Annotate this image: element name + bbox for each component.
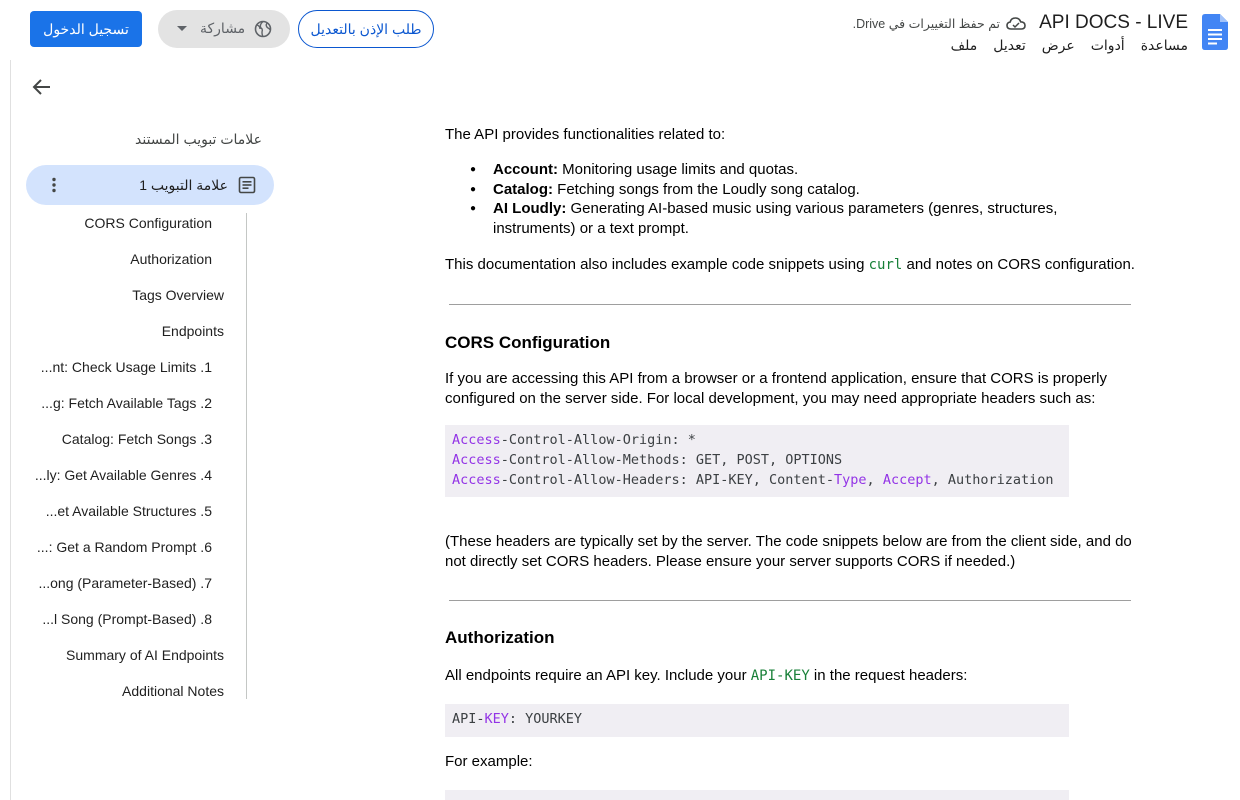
menu-view[interactable]: عرض [1041, 37, 1075, 53]
outline-item-endpoints[interactable]: Endpoints [161, 323, 224, 339]
outline-item-8[interactable]: 8. l Song (Prompt-Based)... [42, 611, 212, 627]
authorization-paragraph: All endpoints require an API key. Include your API-KEY in the request headers: [445, 667, 968, 684]
menu-file[interactable]: ملف [950, 37, 978, 53]
outline-item-authorization[interactable]: Authorization [130, 251, 212, 267]
cloud-done-icon[interactable] [1006, 15, 1026, 31]
top-bar [0, 0, 1240, 60]
tab-label: علامة التبويب 1 [139, 177, 228, 193]
share-button[interactable] [158, 10, 290, 48]
request-edit-access-button[interactable]: طلب الإذن بالتعديل [298, 10, 434, 48]
outline-item-6[interactable]: 6. Get a Random Prompt :... [36, 539, 212, 555]
tab-1[interactable] [26, 165, 274, 205]
document-title[interactable]: API DOCS - LIVE [1039, 12, 1188, 33]
more-vert-icon[interactable] [44, 175, 64, 195]
list-item: ● AI Loudly: Generating AI-based music using various parameters (genres, structures, instruments) or a text prompt. [445, 199, 1135, 238]
outline-item-additional-notes[interactable]: Additional Notes [122, 683, 224, 699]
feature-list [445, 160, 1135, 238]
share-label: مشاركة [200, 20, 246, 36]
save-status: تم حفظ التغييرات في Drive. [852, 17, 1000, 31]
outline-item-summary[interactable]: Summary of AI Endpoints [66, 647, 224, 663]
divider [449, 600, 1131, 601]
cors-heading: CORS Configuration [445, 333, 611, 352]
authorization-heading: Authorization [445, 628, 555, 647]
menu-edit[interactable]: تعديل [993, 37, 1026, 53]
snippet-note: This documentation also includes example code snippets using curl and notes on CORS configuration. [445, 256, 1135, 273]
sign-in-button[interactable]: تسجيل الدخول [30, 11, 142, 47]
globe-icon [254, 20, 272, 38]
outline-item-tags-overview[interactable]: Tags Overview [132, 287, 224, 303]
document-tabs-title: علامات تبويب المستند [135, 131, 262, 147]
menu-tools[interactable]: أدوات [1090, 37, 1125, 53]
outline-item-4[interactable]: 4. ly: Get Available Genres... [34, 467, 212, 483]
divider [449, 304, 1131, 305]
tab-document-icon [238, 176, 256, 194]
menu-bar [951, 37, 1188, 54]
outline-item-2[interactable]: 2. g: Fetch Available Tags... [41, 395, 212, 411]
example-code-block [445, 790, 1069, 800]
list-item: ● Account: Monitoring usage limits and quotas. [445, 160, 1135, 180]
docs-icon[interactable] [1202, 14, 1228, 50]
sidebar-divider [10, 60, 11, 800]
outline-item-3[interactable]: 3. Catalog: Fetch Songs [61, 431, 212, 447]
cors-paragraph: If you are accessing this API from a browser or a frontend application, ensure that CORS is properly configured on the server side. For local development, you may need appropriate headers such as: [445, 370, 1107, 407]
back-arrow-icon[interactable] [30, 75, 54, 99]
cors-code-block: Access-Control-Allow-Origin: * Access-Control-Allow-Methods: GET, POST, OPTIONS Access-Control-Allow-Headers: API-KEY, Content-Type, Accept, Authorization [445, 425, 1069, 497]
outline-item-7[interactable]: 7. ong (Parameter-Based)... [38, 575, 212, 591]
outline-guide-line [246, 213, 247, 699]
outline-item-5[interactable]: 5. et Available Structures... [45, 503, 212, 519]
outline-item-cors[interactable]: CORS Configuration [84, 215, 212, 231]
menu-help[interactable]: مساعدة [1140, 37, 1188, 53]
caret-down-icon[interactable] [170, 10, 194, 48]
example-label: For example: [445, 753, 533, 770]
outline-item-1[interactable]: 1. nt: Check Usage Limits... [40, 359, 212, 375]
auth-code-block: API-KEY: YOURKEY [445, 704, 1069, 737]
intro-paragraph: The API provides functionalities related to: [445, 126, 726, 143]
list-item: ● Catalog: Fetching songs from the Loudly song catalog. [445, 180, 1135, 200]
cors-note-paragraph: (These headers are typically set by the server. The code snippets below are from the client side, and do not directly set CORS headers. Please ensure your server supports CORS if needed.) [445, 533, 1132, 570]
